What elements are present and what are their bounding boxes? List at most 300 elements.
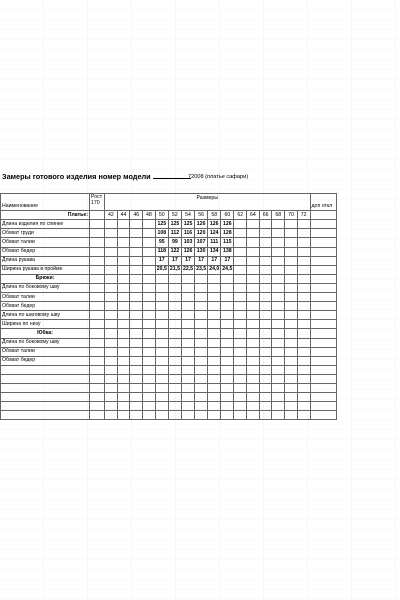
measurement-value (181, 311, 194, 320)
measurement-value (272, 338, 285, 347)
measurement-value: 17 (181, 256, 194, 265)
rost-cell (90, 194, 105, 211)
measurement-name: Обхват талии (1, 293, 90, 302)
size-header-cell (247, 274, 260, 283)
measurement-value (259, 293, 272, 302)
measurement-value (130, 365, 143, 374)
dop-cell (310, 247, 336, 256)
measurement-row (1, 338, 337, 347)
measurement-value (195, 411, 208, 420)
measurement-value: 24,0 (208, 265, 221, 274)
size-header-cell: 68 (272, 211, 285, 220)
measurement-value (221, 365, 234, 374)
measurement-value: 23,5 (195, 265, 208, 274)
measurement-value (181, 302, 194, 311)
measurement-value (247, 229, 260, 238)
rost-cell (90, 320, 105, 329)
measurement-value: 118 (155, 247, 168, 256)
measurement-value (105, 293, 118, 302)
dop-cell (310, 311, 336, 320)
size-header-cell (117, 329, 130, 338)
section-row (1, 274, 337, 283)
measurement-value (143, 238, 156, 247)
measurement-name: Обхват бедер (1, 356, 90, 365)
measurement-value: 125 (155, 220, 168, 229)
measurement-value: 22,5 (181, 265, 194, 274)
measurement-value (168, 347, 181, 356)
measurement-row (1, 311, 337, 320)
measurement-value: 120 (195, 229, 208, 238)
measurement-value (272, 356, 285, 365)
size-header-cell (272, 274, 285, 283)
rost-cell (90, 383, 105, 392)
size-header-cell (143, 329, 156, 338)
measurement-value (285, 402, 298, 411)
dop-cell (310, 383, 336, 392)
measurement-value (259, 302, 272, 311)
measurement-value (285, 238, 298, 247)
measurement-value (105, 347, 118, 356)
header-row (1, 202, 337, 211)
size-header-cell: 70 (285, 211, 298, 220)
measurement-value (234, 256, 247, 265)
size-header-cell (155, 274, 168, 283)
measurement-value: 24,5 (221, 265, 234, 274)
measurement-value (234, 365, 247, 374)
measurement-value (117, 283, 130, 292)
header-name-cell (1, 194, 90, 203)
measurement-value (247, 220, 260, 229)
measurement-value (259, 283, 272, 292)
measurement-value (297, 374, 310, 383)
size-header-cell: 46 (130, 211, 143, 220)
measurement-value (285, 293, 298, 302)
measurement-value (155, 411, 168, 420)
measurement-value: 17 (195, 256, 208, 265)
section-row (1, 211, 337, 220)
measurement-value (105, 383, 118, 392)
measurement-value (181, 411, 194, 420)
measurement-value (143, 302, 156, 311)
measurement-value (181, 320, 194, 329)
measurement-value (247, 347, 260, 356)
measurement-value (195, 302, 208, 311)
measurement-value (143, 347, 156, 356)
measurement-value (259, 247, 272, 256)
measurement-name: Обхват бедер (1, 247, 90, 256)
measurement-name: Ширина по низу (1, 320, 90, 329)
measurement-name (1, 365, 90, 374)
measurement-value (143, 247, 156, 256)
measurement-row (1, 256, 337, 265)
rost-cell (90, 247, 105, 256)
measurement-value (297, 383, 310, 392)
measurement-value (208, 411, 221, 420)
measurement-value (297, 229, 310, 238)
size-header-cell: 66 (259, 211, 272, 220)
measurement-value (195, 311, 208, 320)
measurement-value (130, 411, 143, 420)
measurement-value (272, 238, 285, 247)
measurement-value (155, 402, 168, 411)
measurement-value (285, 220, 298, 229)
measurement-value (117, 411, 130, 420)
dop-cell (310, 411, 336, 420)
measurement-value (143, 374, 156, 383)
measurement-value (272, 402, 285, 411)
measurement-value (208, 293, 221, 302)
measurement-value (297, 402, 310, 411)
measurement-value (259, 356, 272, 365)
measurement-value (155, 302, 168, 311)
measurement-value (195, 402, 208, 411)
measurement-value (130, 293, 143, 302)
measurement-value (181, 283, 194, 292)
measurement-value (297, 238, 310, 247)
measurement-value (272, 374, 285, 383)
rost-cell (90, 302, 105, 311)
measurement-value: 17 (155, 256, 168, 265)
dop-cell (310, 229, 336, 238)
measurement-value (168, 402, 181, 411)
measurement-value (143, 383, 156, 392)
measurement-value (285, 247, 298, 256)
measurement-value (272, 383, 285, 392)
measurement-value (272, 365, 285, 374)
measurement-value (208, 302, 221, 311)
measurement-value (221, 402, 234, 411)
measurement-value (285, 383, 298, 392)
measurement-value (297, 293, 310, 302)
measurement-value (234, 293, 247, 302)
measurement-value (195, 383, 208, 392)
measurement-value (208, 356, 221, 365)
dop-cell (310, 238, 336, 247)
measurement-value (130, 320, 143, 329)
size-header-cell: 60 (221, 211, 234, 220)
measurement-value: 108 (155, 229, 168, 238)
measurement-value: 107 (195, 238, 208, 247)
measurement-value (208, 311, 221, 320)
measurement-value (168, 356, 181, 365)
measurement-value: 17 (221, 256, 234, 265)
measurement-value (297, 265, 310, 274)
measurement-value (259, 411, 272, 420)
measurement-value (117, 311, 130, 320)
measurement-value (234, 265, 247, 274)
measurement-value (143, 411, 156, 420)
measurement-value (168, 293, 181, 302)
measurement-value (181, 402, 194, 411)
measurement-value (130, 283, 143, 292)
measurement-value (143, 256, 156, 265)
size-header-cell: 52 (168, 211, 181, 220)
size-header-cell (168, 329, 181, 338)
measurement-value (155, 356, 168, 365)
measurement-value (181, 393, 194, 402)
measurement-value (155, 365, 168, 374)
measurement-value (155, 311, 168, 320)
measurement-value (143, 320, 156, 329)
measurement-value (247, 320, 260, 329)
size-header-cell (117, 274, 130, 283)
measurement-value (259, 311, 272, 320)
measurement-value (117, 338, 130, 347)
measurement-value (234, 238, 247, 247)
sizes-spacer (105, 202, 311, 211)
section-label: Платье: (1, 211, 90, 220)
measurement-value (143, 293, 156, 302)
size-header-cell (297, 274, 310, 283)
measurement-value: 115 (221, 238, 234, 247)
measurement-value (105, 229, 118, 238)
measurement-value (130, 238, 143, 247)
measurement-value (117, 220, 130, 229)
measurement-value (208, 365, 221, 374)
measurement-value (234, 393, 247, 402)
measurement-value (130, 338, 143, 347)
measurement-value (285, 393, 298, 402)
measurement-value (105, 411, 118, 420)
measurement-value (272, 220, 285, 229)
dop-cell (310, 374, 336, 383)
measurement-value (168, 283, 181, 292)
measurement-value (272, 256, 285, 265)
measurement-row (1, 302, 337, 311)
measurement-value (234, 311, 247, 320)
dop-cell (310, 220, 336, 229)
measurement-name (1, 374, 90, 383)
measurement-value (155, 320, 168, 329)
measurement-value (221, 411, 234, 420)
dop-cell (310, 365, 336, 374)
measurement-value (272, 247, 285, 256)
measurement-value (105, 338, 118, 347)
measurement-value (297, 338, 310, 347)
measurement-value (143, 365, 156, 374)
measurement-value (285, 311, 298, 320)
measurement-value (221, 293, 234, 302)
measurement-value (247, 356, 260, 365)
measurement-value (285, 347, 298, 356)
measurement-value (117, 365, 130, 374)
dop-cell (310, 402, 336, 411)
size-header-cell: 58 (208, 211, 221, 220)
measurement-value (272, 283, 285, 292)
measurement-value (234, 283, 247, 292)
measurement-value (247, 256, 260, 265)
measurement-value (221, 283, 234, 292)
rost-label: Рост (91, 194, 103, 200)
measurement-name (1, 383, 90, 392)
measurement-value (168, 393, 181, 402)
measurement-value (105, 220, 118, 229)
size-header-cell (143, 274, 156, 283)
title-underline (153, 172, 191, 179)
measurement-value (208, 320, 221, 329)
measurement-value (195, 338, 208, 347)
measurement-value (285, 302, 298, 311)
measurement-value (195, 356, 208, 365)
rost-cell (90, 283, 105, 292)
dop-label (310, 194, 336, 203)
dop-label: доп откл (310, 202, 336, 211)
measurement-value (117, 320, 130, 329)
measurement-value (221, 338, 234, 347)
measurement-value (247, 383, 260, 392)
rost-cell (90, 365, 105, 374)
measurement-value: 126 (208, 220, 221, 229)
measurement-value (117, 347, 130, 356)
measurement-value (221, 311, 234, 320)
measurement-value: 116 (181, 229, 194, 238)
measurement-value: 126 (195, 220, 208, 229)
measurement-value (105, 247, 118, 256)
measurement-value (247, 311, 260, 320)
measurement-value (143, 229, 156, 238)
dop-cell (310, 302, 336, 311)
size-header-cell (272, 329, 285, 338)
rost-cell (90, 211, 105, 220)
measurement-name: Длина по шаговому шву (1, 311, 90, 320)
measurement-value (272, 320, 285, 329)
measurement-value (117, 265, 130, 274)
measurement-value (208, 338, 221, 347)
measurement-value (272, 302, 285, 311)
measurement-value (105, 393, 118, 402)
rost-cell (90, 311, 105, 320)
measurement-value (285, 374, 298, 383)
measurement-value (285, 411, 298, 420)
measurement-value: 103 (181, 238, 194, 247)
name-label: Наименование (1, 202, 90, 211)
measurement-value (117, 402, 130, 411)
size-header-cell: 62 (234, 211, 247, 220)
measurement-value (247, 265, 260, 274)
measurement-value (259, 265, 272, 274)
rost-cell (90, 274, 105, 283)
measurement-value: 21,5 (168, 265, 181, 274)
rost-cell (90, 347, 105, 356)
measurement-value (105, 238, 118, 247)
measurement-value (259, 374, 272, 383)
measurement-value (155, 293, 168, 302)
measurement-name (1, 402, 90, 411)
measurement-value (181, 356, 194, 365)
rost-cell (90, 338, 105, 347)
measurement-value (155, 374, 168, 383)
rost-cell (90, 293, 105, 302)
measurement-value (117, 256, 130, 265)
dop-cell (310, 265, 336, 274)
measurement-name (1, 411, 90, 420)
measurement-value (105, 402, 118, 411)
measurement-value (117, 356, 130, 365)
measurement-value (297, 256, 310, 265)
dop-cell (310, 211, 336, 220)
measurement-value (143, 283, 156, 292)
model-number: 72008 (платье сафари) (188, 174, 249, 180)
measurement-value (285, 265, 298, 274)
measurement-value (168, 411, 181, 420)
measurement-value (285, 256, 298, 265)
measurement-row (1, 238, 337, 247)
measurement-value (272, 229, 285, 238)
measurement-value (285, 229, 298, 238)
measurement-value (297, 311, 310, 320)
measurement-value: 125 (181, 220, 194, 229)
section-label: Брюки: (1, 274, 90, 283)
empty-row (1, 402, 337, 411)
measurement-value: 99 (168, 238, 181, 247)
measurement-name: Длина по боковому шву (1, 338, 90, 347)
rost-cell (90, 393, 105, 402)
measurement-value: 17 (168, 256, 181, 265)
measurement-row (1, 265, 337, 274)
measurement-value: 17 (208, 256, 221, 265)
measurement-value (259, 256, 272, 265)
measurement-value: 130 (195, 247, 208, 256)
measurement-value (259, 365, 272, 374)
measurement-value (234, 402, 247, 411)
rost-cell (90, 411, 105, 420)
size-header-cell: 72 (297, 211, 310, 220)
measurement-value (195, 293, 208, 302)
measurement-value: 112 (168, 229, 181, 238)
measurement-value (297, 302, 310, 311)
measurement-value (181, 347, 194, 356)
measurement-row (1, 247, 337, 256)
measurement-value (130, 265, 143, 274)
measurement-name: Длина по боковому шву (1, 283, 90, 292)
size-header-cell: 50 (155, 211, 168, 220)
measurement-value (181, 338, 194, 347)
measurement-value (221, 383, 234, 392)
measurement-value (105, 265, 118, 274)
measurement-row (1, 283, 337, 292)
dop-cell (310, 393, 336, 402)
size-header-cell (221, 329, 234, 338)
measurement-value (259, 320, 272, 329)
measurement-value (117, 238, 130, 247)
measurement-value (143, 338, 156, 347)
measurement-value: 95 (155, 238, 168, 247)
measurement-value (221, 374, 234, 383)
size-header-cell (105, 329, 118, 338)
dop-cell (310, 347, 336, 356)
measurement-value (143, 265, 156, 274)
size-header-cell (130, 274, 143, 283)
measurement-value (181, 383, 194, 392)
measurement-value: 124 (208, 229, 221, 238)
empty-row (1, 393, 337, 402)
measurement-value (130, 302, 143, 311)
measurement-value (247, 411, 260, 420)
measurement-value (105, 256, 118, 265)
dop-cell (310, 320, 336, 329)
size-header-cell (208, 274, 221, 283)
measurement-name (1, 393, 90, 402)
measurement-value (272, 347, 285, 356)
size-header-cell (259, 329, 272, 338)
size-header-cell (208, 329, 221, 338)
measurement-value (117, 383, 130, 392)
measurement-value (195, 393, 208, 402)
measurement-value (234, 411, 247, 420)
empty-row (1, 374, 337, 383)
measurement-value (234, 347, 247, 356)
measurement-value (130, 402, 143, 411)
